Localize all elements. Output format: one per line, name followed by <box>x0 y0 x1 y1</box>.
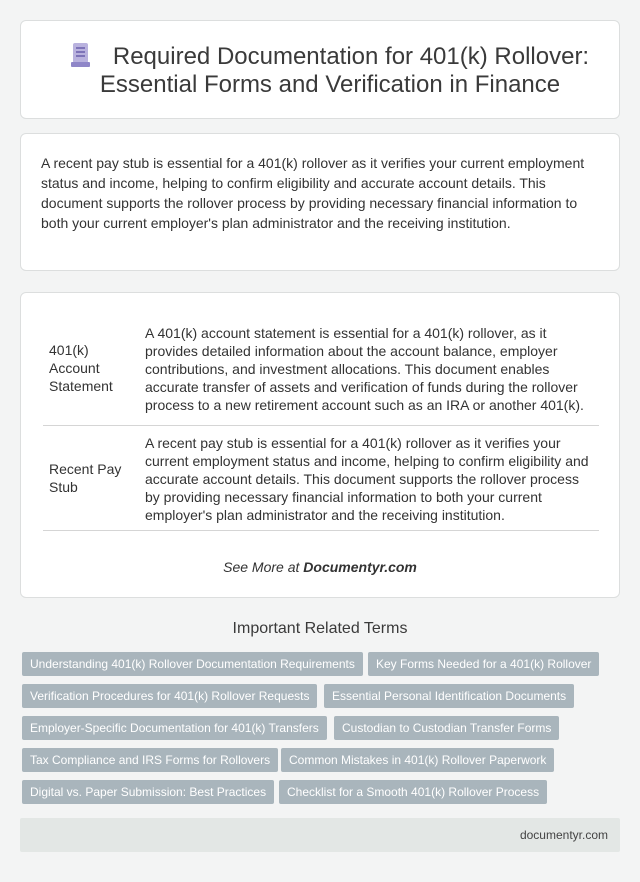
table-description: A recent pay stub is essential for a 401(k) rollover as it verifies your current employment status and income, helping to confirm eligibility and accurate account details. This document supports the rollover process by providing necessary financial information to both your current employer's plan administrator and the receiving institution. <box>139 425 599 530</box>
title-card <box>20 20 620 119</box>
table-term: Recent Pay Stub <box>43 425 139 530</box>
documents-table-card <box>20 292 620 598</box>
related-term-tag[interactable]: Digital vs. Paper Submission: Best Practices <box>22 780 274 804</box>
page-title-text: Required Documentation for 401(k) Rollover: Essential Forms and Verification in Finance <box>99 43 590 98</box>
related-term-tag[interactable]: Tax Compliance and IRS Forms for Rollovers <box>22 748 278 772</box>
related-term-tag[interactable]: Employer-Specific Documentation for 401(k) Transfers <box>22 716 327 740</box>
related-term-tag[interactable]: Verification Procedures for 401(k) Rollover Requests <box>22 684 317 708</box>
related-term-tag[interactable]: Key Forms Needed for a 401(k) Rollover <box>368 652 599 676</box>
related-terms-heading: Important Related Terms <box>232 620 408 637</box>
footer <box>20 818 620 852</box>
see-more-site[interactable]: Documentyr.com <box>303 559 417 575</box>
page-title <box>61 43 599 99</box>
related-term-tag[interactable]: Custodian to Custodian Transfer Forms <box>334 716 559 740</box>
documents-table <box>43 311 599 531</box>
table-description: A 401(k) account statement is essential for a 401(k) rollover, as it provides detailed information about the account balance, employer contributions, and investment allocations. This document enables accurate transfer of assets and verification of funds during the rollover process to a new retirement account such as an IRA or another 401(k). <box>139 311 599 425</box>
see-more-link[interactable] <box>21 559 619 575</box>
document-icon <box>71 43 91 67</box>
intro-card <box>20 133 620 271</box>
table-term: 401(k) Account Statement <box>43 311 139 425</box>
table-row <box>43 425 599 530</box>
related-term-tag[interactable]: Essential Personal Identification Documents <box>324 684 574 708</box>
see-more-prefix: See More at <box>223 559 304 575</box>
intro-text: A recent pay stub is essential for a 401(k) rollover as it verifies your current employment status and income, helping to confirm eligibility and accurate account details. This document supports the rollover process by providing necessary financial information to both your current employer's plan administrator and the receiving institution. <box>41 155 585 231</box>
related-term-tag[interactable]: Checklist for a Smooth 401(k) Rollover Process <box>279 780 547 804</box>
table-row <box>43 311 599 425</box>
related-term-tag[interactable]: Understanding 401(k) Rollover Documentation Requirements <box>22 652 363 676</box>
related-term-tag[interactable]: Common Mistakes in 401(k) Rollover Paperwork <box>281 748 554 772</box>
footer-site[interactable]: documentyr.com <box>519 828 608 842</box>
